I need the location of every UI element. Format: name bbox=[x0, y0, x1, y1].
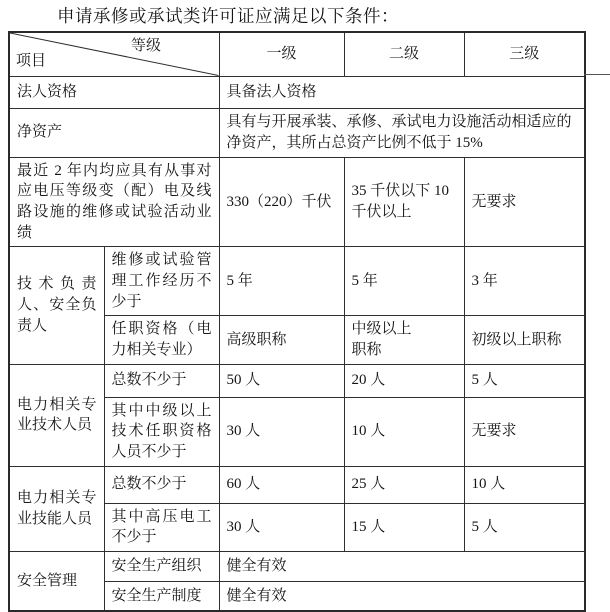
hv-electrician-grade-3: 5 人 bbox=[464, 503, 585, 551]
row-safety-organization bbox=[9, 552, 585, 582]
skilled-total-grade-1: 60 人 bbox=[219, 466, 344, 503]
sublabel-safety-organization: 安全生产组织 bbox=[104, 552, 219, 582]
value-safety-organization: 健全有效 bbox=[219, 552, 585, 582]
header-row bbox=[9, 32, 585, 76]
corner-label-item: 项目 bbox=[16, 52, 47, 69]
hv-electrician-grade-2: 15 人 bbox=[344, 503, 464, 551]
label-legal-person: 法人资格 bbox=[9, 76, 219, 108]
header-grade-3: 三级 bbox=[464, 32, 585, 76]
skilled-total-grade-3: 10 人 bbox=[464, 466, 585, 503]
label-track-record: 最近 2 年内均应具有从事对应电压等级变（配）电及线路设施的维修或试验活动业绩 bbox=[9, 157, 219, 247]
sublabel-hv-electrician: 其中高压电工不少于 bbox=[104, 503, 219, 551]
track-record-grade-2: 35 千伏以下 10 千伏以上 bbox=[344, 157, 464, 247]
experience-grade-1: 5 年 bbox=[219, 247, 344, 316]
row-legal-person bbox=[9, 76, 585, 108]
track-record-grade-3: 无要求 bbox=[464, 157, 585, 247]
value-safety-system: 健全有效 bbox=[219, 582, 585, 611]
sublabel-management-experience: 维修或试验管理工作经历不少于 bbox=[104, 247, 219, 316]
value-net-assets: 具有与开展承装、承修、承试电力设施活动相适应的净资产，其所占总资产比例不低于 15% bbox=[219, 108, 585, 157]
sublabel-tech-total: 总数不少于 bbox=[104, 364, 219, 397]
sublabel-qualification: 任职资格（电力相关专业） bbox=[104, 316, 219, 364]
license-conditions-table bbox=[8, 31, 586, 612]
qualification-grade-2: 中级以上 职称 bbox=[344, 316, 464, 364]
label-safety-management: 安全管理 bbox=[9, 552, 104, 611]
tech-total-grade-1: 50 人 bbox=[219, 364, 344, 397]
label-tech-safety-leader: 技术负责人、安全负责人 bbox=[9, 247, 104, 364]
tech-midlevel-grade-3: 无要求 bbox=[464, 397, 585, 466]
row-tech-staff-total bbox=[9, 364, 585, 397]
qualification-grade-1: 高级职称 bbox=[219, 316, 344, 364]
track-record-grade-1: 330（220）千伏 bbox=[219, 157, 344, 247]
row-net-assets bbox=[9, 108, 585, 157]
experience-grade-2: 5 年 bbox=[344, 247, 464, 316]
label-net-assets: 净资产 bbox=[9, 108, 219, 157]
header-grade-1: 一级 bbox=[219, 32, 344, 76]
page-title: 申请承修或承试类许可证应满足以下条件： bbox=[57, 6, 399, 26]
experience-grade-3: 3 年 bbox=[464, 247, 585, 316]
tech-midlevel-grade-1: 30 人 bbox=[219, 397, 344, 466]
corner-label-grade: 等级 bbox=[131, 38, 162, 54]
skilled-total-grade-2: 25 人 bbox=[344, 466, 464, 503]
hv-electrician-grade-1: 30 人 bbox=[219, 503, 344, 551]
label-technical-staff: 电力相关专业技术人员 bbox=[9, 364, 104, 466]
qualification-grade-3: 初级以上职称 bbox=[464, 316, 585, 364]
row-skilled-staff-total bbox=[9, 466, 585, 503]
value-legal-person: 具备法人资格 bbox=[219, 76, 585, 108]
header-rule-artifact bbox=[584, 74, 610, 75]
corner-header-cell bbox=[9, 32, 219, 76]
header-grade-2: 二级 bbox=[344, 32, 464, 76]
tech-midlevel-grade-2: 10 人 bbox=[344, 397, 464, 466]
row-tech-leader-experience bbox=[9, 247, 585, 316]
tech-total-grade-2: 20 人 bbox=[344, 364, 464, 397]
sublabel-tech-midlevel: 其中中级以上技术任职资格人员不少于 bbox=[104, 397, 219, 466]
sublabel-skilled-total: 总数不少于 bbox=[104, 466, 219, 503]
sublabel-safety-system: 安全生产制度 bbox=[104, 582, 219, 611]
label-skilled-staff: 电力相关专业技能人员 bbox=[9, 466, 104, 551]
row-track-record bbox=[9, 157, 585, 247]
tech-total-grade-3: 5 人 bbox=[464, 364, 585, 397]
